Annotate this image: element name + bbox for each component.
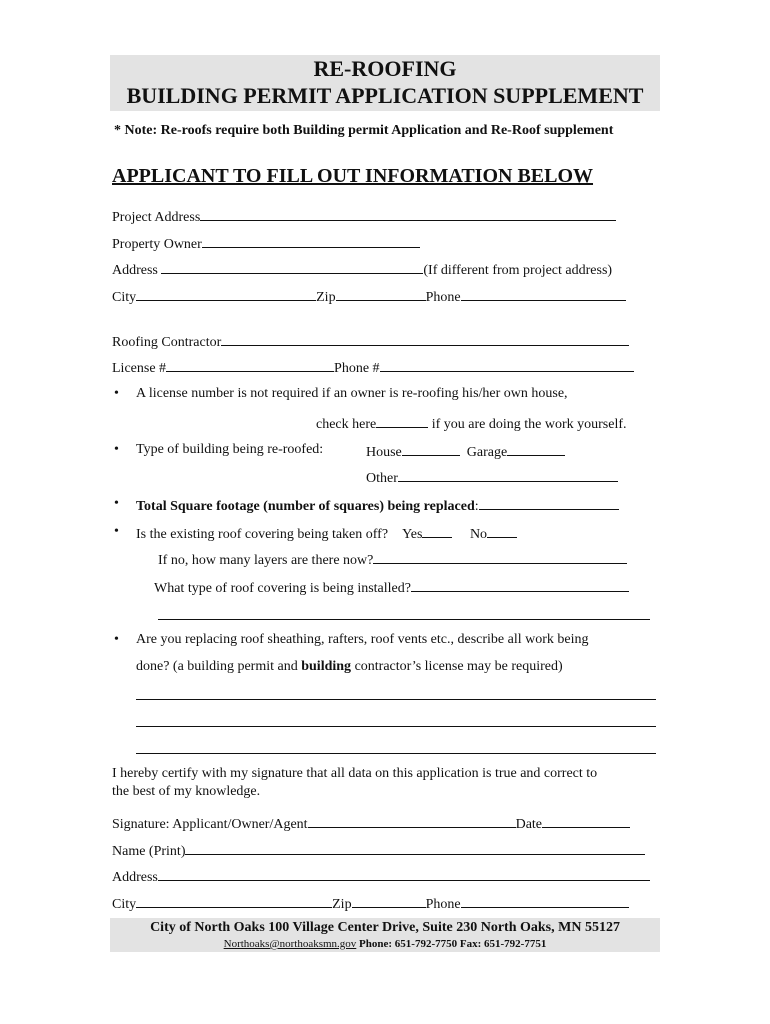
check-here-label: check here bbox=[316, 417, 377, 432]
footer-phone-fax: Phone: 651-792-7750 Fax: 651-792-7751 bbox=[356, 938, 547, 950]
property-owner-field[interactable] bbox=[202, 234, 420, 248]
done-row bbox=[136, 659, 563, 675]
license-label: License # bbox=[112, 361, 167, 376]
project-address-label: Project Address bbox=[112, 210, 201, 225]
bullet-dot: • bbox=[114, 386, 119, 401]
zip-field[interactable] bbox=[336, 287, 426, 301]
date-label: Date bbox=[515, 817, 543, 832]
house-garage-row bbox=[366, 442, 565, 461]
replacing-question: Are you replacing roof sheathing, rafters, roof vents etc., describe all work being bbox=[136, 632, 589, 647]
covering-type-field[interactable] bbox=[411, 578, 629, 592]
zip-label: Zip bbox=[316, 290, 336, 305]
address-note: (If different from project address) bbox=[423, 263, 613, 278]
section-heading: APPLICANT TO FILL OUT INFORMATION BELOW bbox=[112, 165, 594, 187]
name-print-field[interactable] bbox=[185, 841, 645, 855]
address-row bbox=[112, 260, 612, 279]
property-owner-label: Property Owner bbox=[112, 237, 202, 252]
signature-field[interactable] bbox=[308, 814, 516, 828]
address-field[interactable] bbox=[161, 260, 423, 274]
layers-row bbox=[158, 550, 627, 569]
address-label: Address bbox=[112, 263, 158, 278]
total-square-colon: : bbox=[474, 499, 479, 514]
signer-address-field[interactable] bbox=[158, 867, 650, 881]
garage-label: Garage bbox=[466, 445, 508, 460]
certify-line1: I hereby certify with my signature that all data on this application is true and correct to bbox=[112, 766, 598, 781]
bullet-dot: • bbox=[114, 524, 119, 539]
footer-banner bbox=[110, 918, 660, 952]
license-note: A license number is not required if an owner is re-roofing his/her own house, bbox=[136, 386, 568, 401]
roofing-contractor-label: Roofing Contractor bbox=[112, 335, 222, 350]
work-description-line-1[interactable] bbox=[136, 699, 656, 700]
form-title-banner bbox=[110, 55, 660, 111]
work-description-line-2[interactable] bbox=[136, 726, 656, 727]
layers-field[interactable] bbox=[373, 550, 627, 564]
footer-email-link[interactable]: Northoaks@northoaksmn.gov bbox=[223, 938, 357, 950]
city-zip-phone-row bbox=[112, 287, 626, 306]
date-field[interactable] bbox=[542, 814, 630, 828]
no-label: No bbox=[469, 527, 488, 542]
contractor-phone-field[interactable] bbox=[380, 358, 634, 372]
existing-roof-row bbox=[136, 524, 517, 543]
total-square-label: Total Square footage (number of squares) being replaced bbox=[136, 499, 475, 514]
signer-city-row bbox=[112, 894, 629, 913]
other-row bbox=[366, 468, 618, 487]
total-square-row bbox=[136, 496, 619, 515]
supplement-note: * Note: Re-roofs require both Building permit Application and Re-Roof supplement bbox=[114, 123, 614, 138]
signer-address-row bbox=[112, 867, 650, 886]
signer-zip-label: Zip bbox=[332, 897, 352, 912]
bullet-dot: • bbox=[114, 496, 119, 511]
roofing-contractor-row bbox=[112, 332, 629, 351]
city-label: City bbox=[112, 290, 137, 305]
bullet-dot: • bbox=[114, 442, 119, 457]
other-field[interactable] bbox=[398, 468, 618, 482]
covering-type-extra-line[interactable] bbox=[158, 619, 650, 620]
no-field[interactable] bbox=[487, 524, 517, 538]
footer-address: City of North Oaks 100 Village Center Drive, Suite 230 North Oaks, MN 55127 bbox=[150, 920, 620, 935]
house-field[interactable] bbox=[402, 442, 460, 456]
covering-type-label: What type of roof covering is being installed? bbox=[154, 581, 411, 596]
property-owner-row bbox=[112, 234, 420, 253]
license-phone-row bbox=[112, 358, 634, 377]
existing-roof-label: Is the existing roof covering being taken off? bbox=[136, 527, 389, 542]
phone-field[interactable] bbox=[461, 287, 626, 301]
contractor-phone-label: Phone # bbox=[334, 361, 380, 376]
layers-label: If no, how many layers are there now? bbox=[158, 553, 374, 568]
house-label: House bbox=[366, 445, 402, 460]
form-title-line2: BUILDING PERMIT APPLICATION SUPPLEMENT bbox=[126, 83, 644, 108]
done-bold: building bbox=[301, 659, 352, 674]
other-label: Other bbox=[366, 471, 398, 486]
footer-contact bbox=[110, 938, 660, 950]
city-field[interactable] bbox=[136, 287, 316, 301]
signer-city-field[interactable] bbox=[136, 894, 332, 908]
check-here-field[interactable] bbox=[376, 414, 428, 428]
name-print-row bbox=[112, 841, 645, 860]
project-address-field[interactable] bbox=[200, 207, 616, 221]
yes-field[interactable] bbox=[422, 524, 452, 538]
work-description-line-3[interactable] bbox=[136, 753, 656, 754]
signer-phone-label: Phone bbox=[425, 897, 461, 912]
roofing-contractor-field[interactable] bbox=[221, 332, 629, 346]
signer-address-label: Address bbox=[112, 870, 158, 885]
done-prefix: done? (a building permit and bbox=[136, 659, 302, 674]
bullet-dot: • bbox=[114, 632, 119, 647]
check-here-suffix: if you are doing the work yourself. bbox=[431, 417, 627, 432]
total-square-field[interactable] bbox=[479, 496, 619, 510]
covering-type-row bbox=[154, 578, 629, 597]
signer-city-label: City bbox=[112, 897, 137, 912]
form-title-line1: RE-ROOFING bbox=[313, 56, 457, 81]
project-address-row bbox=[112, 207, 616, 226]
signer-phone-field[interactable] bbox=[461, 894, 629, 908]
signer-zip-field[interactable] bbox=[352, 894, 426, 908]
license-field[interactable] bbox=[166, 358, 334, 372]
name-print-label: Name (Print) bbox=[112, 844, 186, 859]
yes-label: Yes bbox=[402, 527, 423, 542]
garage-field[interactable] bbox=[507, 442, 565, 456]
phone-label: Phone bbox=[425, 290, 461, 305]
signature-row bbox=[112, 814, 630, 833]
done-suffix: contractor’s license may be required) bbox=[351, 659, 563, 674]
building-type-label: Type of building being re-roofed: bbox=[136, 442, 324, 457]
check-here-row bbox=[316, 414, 627, 433]
certify-line2: the best of my knowledge. bbox=[112, 784, 261, 799]
signature-label: Signature: Applicant/Owner/Agent bbox=[112, 817, 308, 832]
